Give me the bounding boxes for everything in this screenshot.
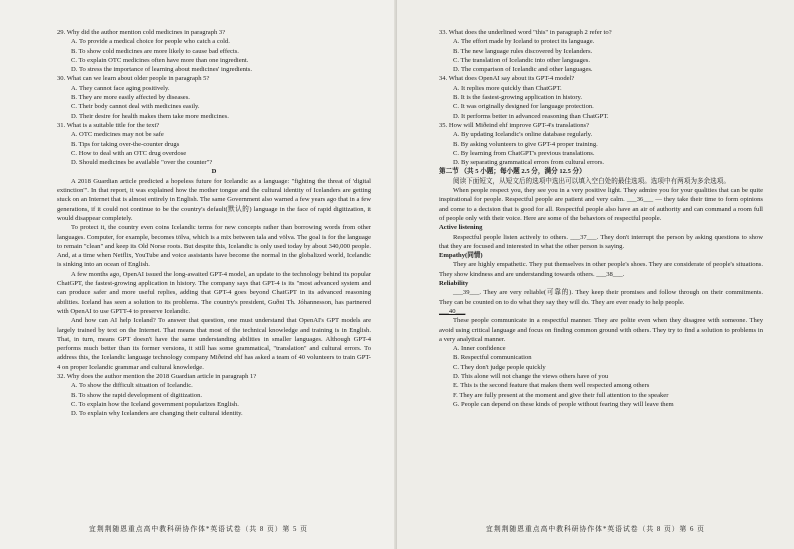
page-6-column <box>439 28 763 409</box>
right-paragraph-23: ___39___. They are very reliable(可靠的). They keep their promises and follow through on their commitments. They can be counted on to do what they say they will do. They are ever ready to help people. <box>439 289 763 306</box>
right-option-8: C. It was originally designed for language protection. <box>453 103 594 111</box>
right-heading-22: Reliability <box>439 280 469 288</box>
right-question-0: 33. What does the underlined word "this" in paragraph 2 refer to? <box>439 29 612 36</box>
left-question-5: 30. What can we learn about older people in paragraph 5? <box>57 75 210 83</box>
left-option-23: C. To explain how the Iceland government popularizes English. <box>71 400 239 408</box>
page-6-footer: 宜荆荆随恩重点高中教科研协作体*英语试卷（共 8 页）第 6 页 <box>486 526 705 533</box>
right-paragraph-25: These people communicate in a respectful manner. They are polite even when they disagree with someone. They avoid using critical language and focus on finding common ground with others. They try to find a solution to problems in a very analytical manner. <box>439 317 763 343</box>
right-option-2: B. The new language rules discovered by Icelanders. <box>453 47 593 55</box>
left-question-10: 31. What is a suitable title for the text? <box>57 121 160 129</box>
page-5-footer: 宜荆荆随恩重点高中教科研协作体*英语试卷（共 8 页）第 5 页 <box>89 526 308 533</box>
right-paragraph-21: They are highly empathetic. They put themselves in other people's shoes. They are considerate of people's situations. They show kindness and are understanding towards others. ___38___. <box>439 261 763 278</box>
right-option-3: C. The translation of Icelandic into other languages. <box>453 56 591 64</box>
right-option-4: D. The comparison of Icelandic and other languages. <box>453 66 593 74</box>
left-option-4: D. To stress the importance of learning about medicines' ingredients. <box>71 66 252 74</box>
right-heading-18: Active listening <box>439 224 483 232</box>
right-option-30: E. This is the second feature that makes them well respected among others <box>453 382 650 390</box>
right-option-7: B. It is the fastest-growing application in history. <box>453 94 583 102</box>
left-option-11: A. OTC medicines may not be safe <box>71 131 164 139</box>
left-option-2: B. To show cold medicines are more likely to cause bad effects. <box>71 47 239 55</box>
left-paragraph-19: And how can AI help Iceland? To answer that question, one must understand that OpenAI's GPT models are largely trained by text on the Internet. That means that most of the technical knowledge and training is in English. That, in turn, means GPT doesn't have the same understanding abilities in smaller languages. Although GPT-4 performs much better than its former versions, it still has some grammatical, "translation" and cultural errors. To address this, the Icelandic language technology company Miðeind ehf has asked a team of 40 volunteers to train GPT-4 on proper Icelandic grammar and cultural knowledge. <box>57 317 371 371</box>
right-heading-20: Empathy(同情) <box>439 252 483 260</box>
right-option-31: F. They are fully present at the moment and give their full attention to the speaker <box>453 391 669 399</box>
right-heading-15: 第二节 （共 5 小题；每小题 2.5 分，满分 12.5 分） <box>439 168 586 176</box>
left-option-13: C. How to deal with an OTC drug overdose <box>71 149 187 157</box>
right-paragraph-19: Respectful people listen actively to others. ___37___. They don't interrupt the person by asking questions to show that they are focused and interested in what the other person is saying. <box>439 233 763 250</box>
right-option-28: C. They don't judge people quickly <box>453 363 546 371</box>
left-option-22: B. To show the rapid development of digitization. <box>71 391 203 399</box>
right-option-29: D. This alone will not change the views others have of you <box>453 372 609 380</box>
right-paragraph-16: 阅读下面短文，从短文后的选项中选出可以填入空白处的最佳选项。选项中有两项为多余选项。 <box>453 177 730 185</box>
right-option-9: D. It performs better in advanced reasoning than ChatGPT. <box>453 112 609 120</box>
right-option-14: D. By separating grammatical errors from cultural errors. <box>453 159 605 167</box>
exam-page-6 <box>397 0 794 549</box>
left-option-14: D. Should medicines be available "over the counter"? <box>71 159 213 167</box>
right-option-13: C. By learning from ChatGPT's previous translations. <box>453 149 595 157</box>
right-question-10: 35. How will Miðeind ehf improve GPT-4's translations? <box>439 121 590 129</box>
left-question-20: 32. Why does the author mention the 2018 Guardian article in paragraph 1? <box>57 372 257 380</box>
left-option-6: A. They cannot face aging positively. <box>71 84 170 92</box>
left-option-21: A. To show the difficult situation of Icelandic. <box>71 382 193 390</box>
left-option-1: A. To provide a medical choice for people who catch a cold. <box>71 38 230 46</box>
left-option-3: C. To explain OTC medicines often have more than one ingredient. <box>71 56 249 64</box>
left-option-24: D. To explain why Icelanders are changing their cultural identity. <box>71 410 243 418</box>
right-option-32: G. People can depend on these kinds of people without fearing they will leave them <box>453 400 674 408</box>
left-paragraph-16: A 2018 Guardian article predicted a hopeless future for Icelandic as a language: "fighting the threat of 'digital extinction'". In that report, it was explained how the mother tongue and the cultural identity of Icelanders are getting stuck on an Internet that is almost entirely in English. The same Government also warned a few years ago that in a few generations, if it could not continue to be the country's default(默认的) language in the face of rapid digitization, it would disappear completely. <box>57 177 371 222</box>
left-paragraph-17: To protect it, the country even coins Icelandic terms for new concepts rather than borrowing words from other languages. Computer, for example, becomes tölva, which is a mix between tala and völva. The goal is for the language to remain "clean" and keep its Old Norse roots. But despite this, Icelandic is only used today by about 340,000 people. And, at a time when Netflix, YouTube and voice assistants have become the normal in the globalized world, Icelandic is sinking into an ocean of English. <box>57 224 371 269</box>
left-option-12: B. Tips for taking over-the-counter drugs <box>71 140 180 148</box>
right-option-11: A. By updating Icelandic's online database regularly. <box>453 131 593 139</box>
left-question-0: 29. Why did the author mention cold medicines in paragraph 3? <box>57 29 226 36</box>
right-option-27: B. Respectful communication <box>453 354 532 362</box>
right-option-12: B. By asking volunteers to give GPT-4 proper training. <box>453 140 598 148</box>
right-option-6: A. It replies more quickly than ChatGPT. <box>453 84 562 92</box>
right-option-1: A. The effort made by Iceland to protect its language. <box>453 38 595 46</box>
left-option-9: D. Their desire for health makes them take more medicines. <box>71 112 229 120</box>
right-heading-24: ___40___ <box>439 307 466 315</box>
left-heading-15: D <box>211 168 217 176</box>
right-option-26: A. Inner confidence <box>453 345 506 353</box>
left-paragraph-18: A few months ago, OpenAI issued the long-awaited GPT-4 model, an update to the technology behind its popular ChatGPT, the fastest-growing application in history. The company says that GPT-4 is its "most advanced system and can produce safer and more useful replies, adding that GPT-4 goes beyond ChatGPT in its advanced reasoning abilities. Iceland has seen a solution to its problems. The country's president, Guðni Th. Jóhannesson, has partnered with OpenAI to use GPTT-4 to preserve Icelandic. <box>57 270 371 315</box>
page-5-column <box>57 28 371 418</box>
right-question-5: 34. What does OpenAI say about its GPT-4 model? <box>439 75 575 83</box>
left-option-8: C. Their body cannot deal with medicines easily. <box>71 103 200 111</box>
right-paragraph-17: When people respect you, they see you in a very positive light. They admire you for your qualities that can be quite inspirational for people. Respectful people are patient and very calm. ___36___ — they take their time to form opinions and come to a decision that is good for all. Respectful people also have an air of authority and can command a room full of people only with their voice. Here are some of the behaviors of respectful people. <box>439 187 763 222</box>
left-option-7: B. They are more easily affected by diseases. <box>71 94 190 102</box>
